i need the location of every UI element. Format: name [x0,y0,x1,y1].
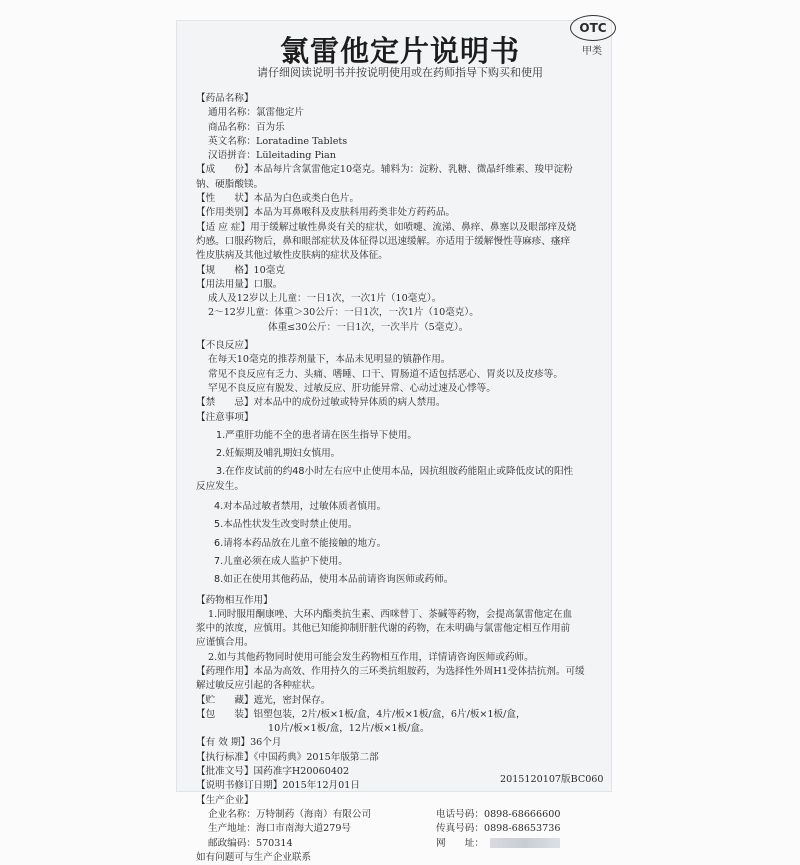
section-appearance: 【性 状】本品为白色或类白色片。 [196,193,360,205]
indications-cont-2: 性皮肤病及其他过敏性皮肤病的症状及体征。 [196,250,388,262]
phone-number: 电话号码：0898-68666600 [436,808,561,820]
section-category: 【作用类别】本品为耳鼻喉科及皮肤科用药类非处方药药品。 [196,207,456,219]
generic-name: 通用名称：氯雷他定片 [208,107,304,119]
section-standard: 【执行标准】《中国药典》2015年版第二部 [196,751,379,763]
footer-note: 如有问题可与生产企业联系 [196,851,312,863]
section-contraindications: 【禁 忌】对本品中的成份过敏或特异体质的病人禁用。 [196,397,446,409]
dosage-child-1: 2～12岁儿童：体重＞30公斤：一日1次，一次1片（10毫克）。 [208,307,479,319]
precaution-3: 3.在作皮试前的约48小时左右应中止使用本品，因抗组胺药能阻止或降低皮试的阳性 [216,466,574,478]
dosage-child-2: 体重≤30公斤：一日1次，一次半片（5毫克）。 [268,321,469,333]
otc-class: 甲类 [582,46,602,57]
composition-cont: 钠、硬脂酸镁。 [196,178,264,190]
fax-number: 传真号码：0898-68653736 [436,823,561,835]
website-label: 网 址： [436,837,484,849]
otc-badge: OTC [570,15,616,41]
section-validity: 【有 效 期】36个月 [196,737,282,749]
page-title: 氯雷他定片说明书 [279,34,520,68]
precaution-3-cont: 反应发生。 [196,480,244,492]
precaution-5: 5.本品性状发生改变时禁止使用。 [214,519,358,531]
adverse-1: 在每天10毫克的推荐剂量下，本品未见明显的镇静作用。 [208,354,451,366]
interaction-1-cont: 浆中的浓度，应慎用。其他已知能抑制肝脏代谢的药物，在未明确与氯雷他定相互作用前 [196,623,571,635]
precaution-4: 4.对本品过敏者禁用，过敏体质者慎用。 [214,501,387,513]
interaction-1-cont-2: 应谨慎合用。 [196,637,254,649]
precaution-6: 6.请将本药品放在儿童不能接触的地方。 [214,537,387,549]
section-pharmacology: 【药理作用】本品为高效、作用持久的三环类抗组胺药，为选择性外周H1受体拮抗剂。可缓 [196,665,585,677]
dosage-adult: 成人及12岁以上儿童：一日1次，一次1片（10毫克）。 [208,293,442,305]
company-address: 生产地址：海口市南海大道279号 [208,823,352,835]
postal-code: 邮政编码：570314 [208,837,293,849]
manufacturer-row-2 [196,822,608,836]
section-interactions: 【药物相互作用】 [196,594,273,606]
interaction-2: 2.如与其他药物同时使用可能会发生药物相互作用，详情请咨询医师或药师。 [208,651,534,663]
section-precautions: 【注意事项】 [196,411,254,423]
section-adverse: 【不良反应】 [196,340,254,352]
section-approval: 【批准文号】国药准字H20060402 [196,766,350,778]
print-code: 20151201​07版BC060 [500,774,604,785]
manufacturer-row-1 [196,808,608,822]
section-drug-name: 【药品名称】 [196,93,254,104]
precaution-2: 2.妊娠期及哺乳期妇女慎用。 [216,448,341,460]
pinyin-name: 汉语拼音：Lüleitading Pian [208,150,336,162]
precaution-8: 8.如正在使用其他药品，使用本品前请咨询医师或药师。 [214,574,454,586]
leaflet-content [196,92,608,865]
section-spec: 【规 格】10毫克 [196,264,285,276]
precaution-7: 7.儿童必须在成人监护下使用。 [214,555,348,567]
pharmacology-cont: 解过敏反应引起的各种症状。 [196,680,321,692]
company-name: 企业名称：万特制药（海南）有限公司 [208,808,372,820]
interaction-1: 1.同时服用酮康唑、大环内酯类抗生素、西咪替丁、茶碱等药物，会提高氯雷他定在血 [208,608,573,620]
section-storage: 【贮 藏】遮光，密封保存。 [196,694,331,706]
section-dosage: 【用法用量】口服。 [196,278,283,290]
english-name: 英文名称：Loratadine Tablets [208,135,348,147]
package-cont: 10片/板×1板/盒，12片/板×1板/盒。 [268,723,430,735]
section-revision: 【说明书修订日期】2015年12月01日 [196,780,360,792]
section-manufacturer: 【生产企业】 [196,794,254,806]
indications-cont-1: 灼感。口服药物后，鼻和眼部症状及体征得以迅速缓解。亦适用于缓解慢性荨麻疹、瘙痒 [196,235,571,247]
section-package: 【包 装】铝塑包装，2片/板×1板/盒，4片/板×1板/盒，6片/板×1板/盒， [196,708,526,720]
brand-name: 商品名称：百为乐 [208,121,285,133]
adverse-3: 罕见不良反应有脱发、过敏反应、肝功能异常、心动过速及心悸等。 [208,382,496,394]
page-subtitle: 请仔细阅读说明书并按说明使用或在药师指导下购买和使用 [257,66,543,79]
adverse-2: 常见不良反应有乏力、头痛、嗜睡、口干、胃肠道不适包括恶心、胃炎以及皮疹等。 [208,368,563,380]
redacted-website [490,838,560,848]
website [436,837,560,851]
section-indications: 【适 应 症】用于缓解过敏性鼻炎有关的症状，如喷嚏、流涕、鼻痒、鼻塞以及眼部痒及烧 [196,221,577,233]
precaution-1: 1.严重肝功能不全的患者请在医生指导下使用。 [216,429,418,441]
manufacturer-row-3 [196,837,608,851]
section-composition: 【成 份】本品每片含氯雷他定10毫克。辅料为：淀粉、乳糖、微晶纤维素、羧甲淀粉 [196,164,573,176]
